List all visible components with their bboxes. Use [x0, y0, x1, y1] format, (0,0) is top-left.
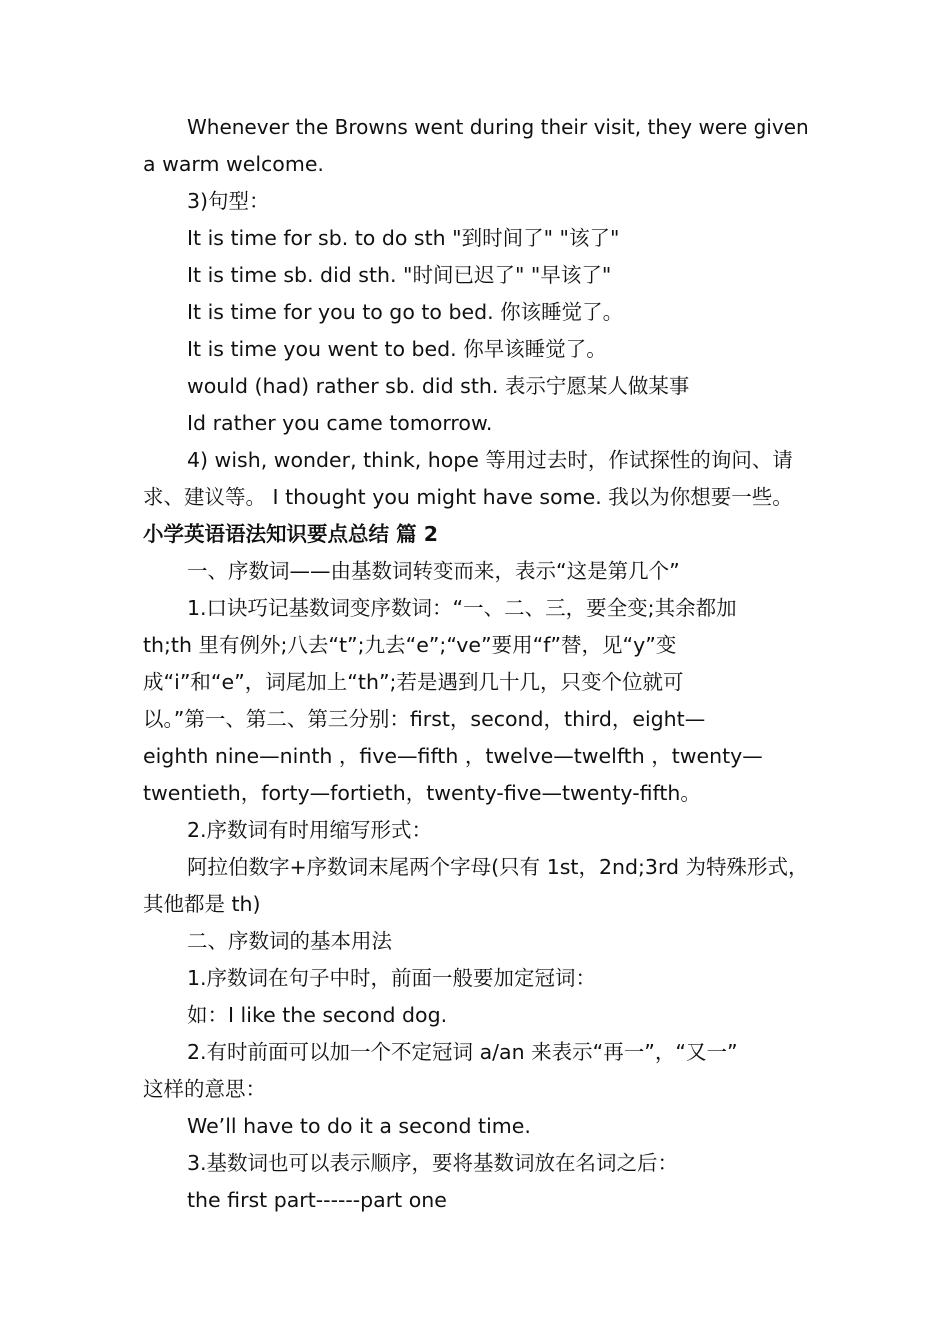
paragraph-line: 求、建议等。 I thought you might have some. 我以为你想要一些。: [143, 485, 793, 509]
paragraph-line: would (had) rather sb. did sth. 表示宁愿某人做某事: [187, 374, 690, 398]
paragraph-line: 4) wish, wonder, think, hope 等用过去时，作试探性的询问、请: [187, 448, 793, 472]
paragraph-line: 一、序数词——由基数词转变而来，表示“这是第几个”: [187, 559, 680, 583]
paragraph-line: eighth nine—ninth ，five—fifth ，twelve—twelfth ，twenty—: [143, 744, 763, 768]
paragraph-line: 二、序数词的基本用法: [187, 929, 392, 953]
paragraph-line: Whenever the Browns went during their visit, they were given: [187, 115, 809, 139]
paragraph-line: 以。”第一、第二、第三分别：first，second，third，eight—: [143, 707, 706, 731]
paragraph-line: It is time for you to go to bed. 你该睡觉了。: [187, 300, 624, 324]
section-heading: 小学英语语法知识要点总结 篇 2: [143, 522, 439, 546]
paragraph-line: 1.序数词在句子中时，前面一般要加定冠词：: [187, 966, 597, 990]
paragraph-line: 2.有时前面可以加一个不定冠词 a/an 来表示“再一”，“又一”: [187, 1040, 738, 1064]
paragraph-line: 其他都是 th): [143, 892, 261, 916]
paragraph-line: th;th 里有例外;八去“t”;九去“e”;“ve”要用“f”替，见“y”变: [143, 633, 677, 657]
paragraph-line: 成“i”和“e”，词尾加上“th”;若是遇到几十几，只变个位就可: [143, 670, 684, 694]
paragraph-line: We’ll have to do it a second time.: [187, 1114, 531, 1138]
paragraph-line: It is time you went to bed. 你早该睡觉了。: [187, 337, 607, 361]
paragraph-line: It is time sb. did sth. "时间已迟了" "早该了": [187, 263, 612, 287]
paragraph-line: a warm welcome.: [143, 152, 324, 176]
paragraph-line: 3)句型：: [187, 189, 270, 213]
paragraph-line: 1.口诀巧记基数词变序数词：“一、二、三，要全变;其余都加: [187, 596, 737, 620]
paragraph-line: Id rather you came tomorrow.: [187, 411, 493, 435]
paragraph-line: the first part------part one: [187, 1188, 447, 1212]
paragraph-line: 3.基数词也可以表示顺序，要将基数词放在名词之后：: [187, 1151, 679, 1175]
paragraph-line: 阿拉伯数字+序数词末尾两个字母(只有 1st，2nd;3rd 为特殊形式，: [187, 855, 809, 879]
paragraph-line: It is time for sb. to do sth "到时间了" "该了": [187, 226, 620, 250]
paragraph-line: 2.序数词有时用缩写形式：: [187, 818, 433, 842]
paragraph-line: 这样的意思：: [143, 1077, 266, 1101]
paragraph-line: 如：I like the second dog.: [187, 1003, 448, 1027]
paragraph-line: twentieth，forty—fortieth，twenty-five—twenty-fifth。: [143, 781, 701, 805]
